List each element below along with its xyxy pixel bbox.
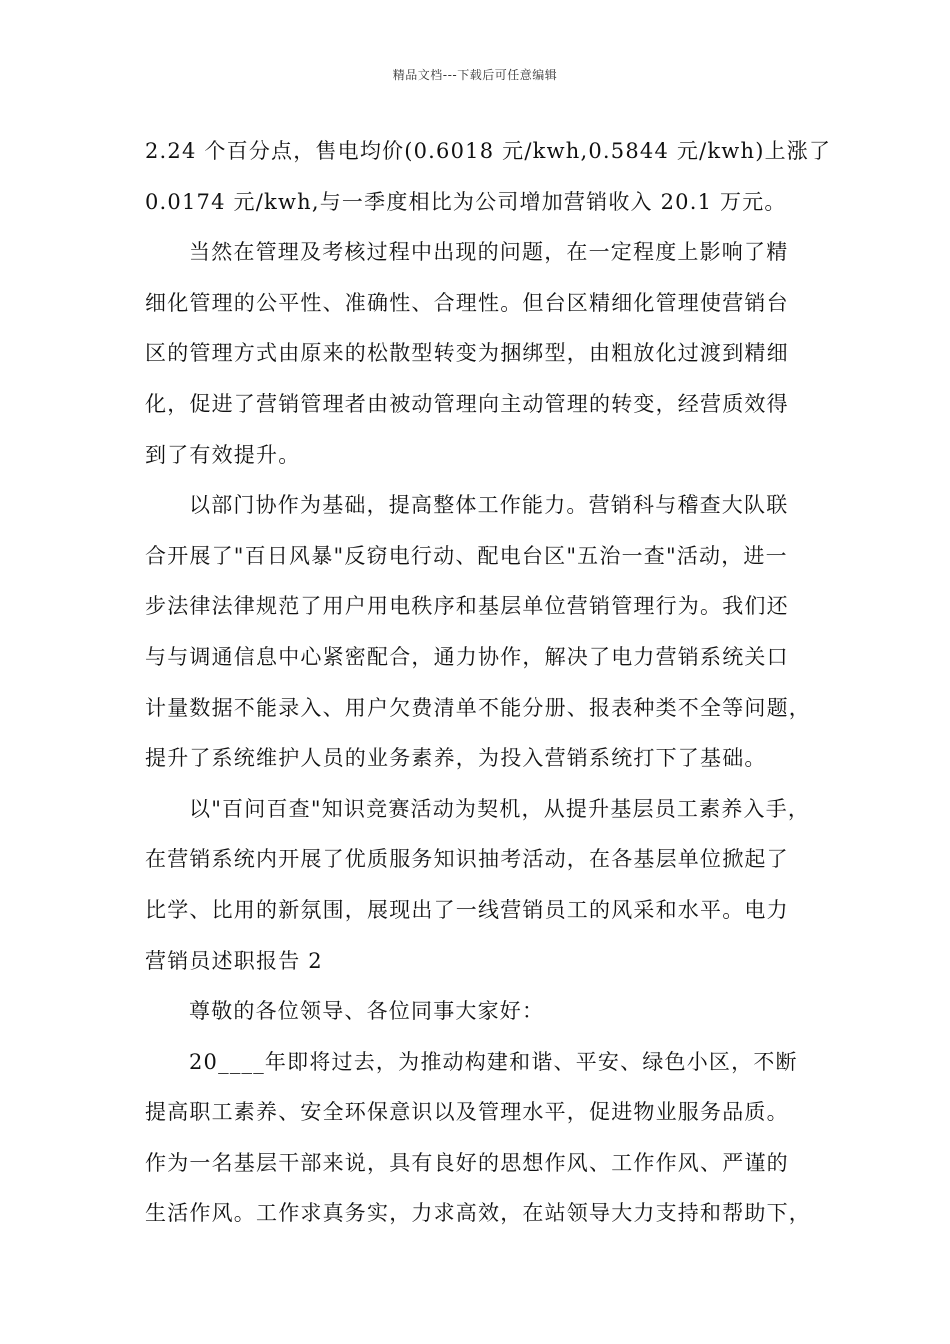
text-line: 尊敬的各位领导、各位同事大家好： <box>189 999 545 1024</box>
text-line: 到了有效提升。 <box>145 442 301 467</box>
text-line: 提高职工素养、安全环保意识以及管理水平，促进物业服务品质。 <box>145 1100 789 1125</box>
text-line: 与与调通信息中心紧密配合，通力协作，解决了电力营销系统关口 <box>145 644 789 669</box>
text-line: 作为一名基层干部来说，具有良好的思想作风、工作作风、严谨的 <box>145 1150 789 1175</box>
text-line: 2.24 个百分点，售电均价(0.6018 元/kwh,0.5844 元/kwh)上涨了 <box>145 139 832 163</box>
text-line: 提升了系统维护人员的业务素养，为投入营销系统打下了基础。 <box>145 746 767 771</box>
paragraph-block <box>145 126 832 1239</box>
text-line: 细化管理的公平性、准确性、合理性。但台区精细化管理使营销台 <box>145 290 789 315</box>
document-body <box>145 126 832 1239</box>
text-line: 生活作风。工作求真务实，力求高效，在站领导大力支持和帮助下， <box>145 1201 811 1226</box>
text-line: 以"百问百查"知识竞赛活动为契机，从提升基层员工素养入手， <box>189 796 811 821</box>
text-line: 区的管理方式由原来的松散型转变为捆绑型，由粗放化过渡到精细 <box>145 341 789 366</box>
text-line: 合开展了"百日风暴"反窃电行动、配电台区"五治一查"活动，进一 <box>145 543 788 568</box>
text-line: 比学、比用的新氛围，展现出了一线营销员工的风采和水平。电力 <box>145 897 789 922</box>
page-header: 精品文档---下载后可任意编辑 <box>392 68 558 82</box>
text-line: 20____年即将过去，为推动构建和谐、平安、绿色小区，不断 <box>189 1049 798 1074</box>
text-line: 当然在管理及考核过程中出现的问题，在一定程度上影响了精 <box>189 240 789 265</box>
text-line: 营销员述职报告 2 <box>145 948 323 973</box>
text-line: 以部门协作为基础，提高整体工作能力。营销科与稽查大队联 <box>189 493 789 518</box>
text-line: 在营销系统内开展了优质服务知识抽考活动，在各基层单位掀起了 <box>145 847 789 872</box>
text-line: 步法律法律规范了用户用电秩序和基层单位营销管理行为。我们还 <box>145 594 789 619</box>
text-line: 计量数据不能录入、用户欠费清单不能分册、报表种类不全等问题， <box>145 695 811 720</box>
text-line: 化，促进了营销管理者由被动管理向主动管理的转变，经营质效得 <box>145 391 789 416</box>
text-line: 0.0174 元/kwh,与一季度相比为公司增加营销收入 20.1 万元。 <box>145 189 787 214</box>
